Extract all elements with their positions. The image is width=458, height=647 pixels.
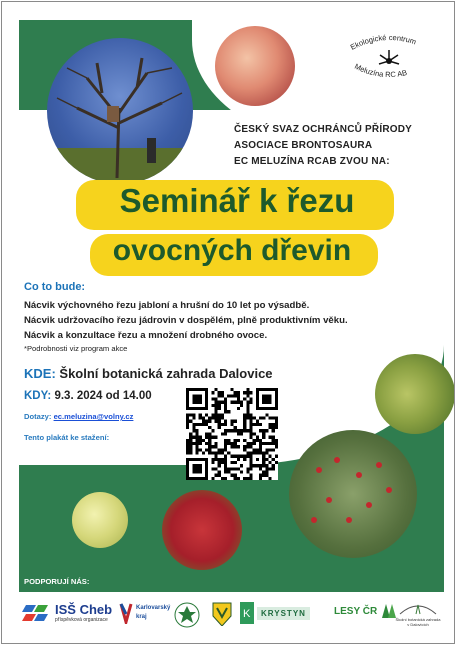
logo-name: Ekologické centrum	[348, 32, 418, 52]
contact-email-link[interactable]: ec.meluzina@volny.cz	[53, 412, 134, 421]
iss-cheb-logo-icon	[22, 603, 52, 623]
support-heading: PODPORUJÍ NÁS:	[24, 577, 90, 586]
svg-text:Ekologické centrum	[349, 33, 417, 52]
when-label: KDY:	[24, 390, 52, 402]
sponsor-name: KRYSTYN	[257, 607, 310, 620]
where-label: KDE:	[24, 366, 56, 381]
sponsor-botanical-garden	[394, 602, 442, 627]
title-line-1: Seminář k řezu	[119, 182, 355, 219]
meluzina-logo	[342, 28, 437, 88]
karlovarsky-kraj-logo-icon	[119, 602, 133, 624]
leaf-emblem-logo-icon	[174, 602, 200, 628]
sponsor-iss-cheb	[22, 602, 112, 623]
title-line-2: ovocných dřevin	[112, 234, 352, 267]
program-item: Nácvik výchovného řezu jabloní a hrušní do 10 let po výsadbě.	[24, 300, 310, 311]
krystyn-logo-icon	[240, 602, 254, 624]
sponsor-leaf-emblem	[174, 602, 200, 628]
sponsor-karlovarsky-kraj	[119, 602, 171, 624]
when-value: 9.3. 2024 od 14.00	[54, 390, 152, 402]
when-line	[24, 390, 152, 402]
sponsor-lesy-cr	[334, 602, 398, 620]
sponsor-sub: příspěvková organizace	[55, 617, 108, 623]
dandelion-icon	[379, 50, 399, 64]
sponsor-name: LESY ČR	[334, 605, 378, 617]
sponsor-name: Školní botanická zahrada v Dalovicích	[395, 617, 441, 627]
red-apples-photo	[162, 490, 242, 570]
apple-tree-photo	[289, 430, 417, 558]
poster	[1, 1, 455, 644]
program-item: Nácvik udržovacího řezu jádrovin v dospělém, plně produktivním věku.	[24, 315, 348, 326]
contact-line	[24, 412, 133, 421]
sponsor-name: ISŠ Cheb	[55, 602, 113, 617]
svg-text:K: K	[243, 608, 251, 620]
download-label: Tento plakát ke stažení:	[24, 433, 110, 442]
qr-code[interactable]	[186, 388, 278, 480]
where-value: Školní botanická zahrada Dalovice	[59, 366, 273, 381]
organizer-line-1: ČESKÝ SVAZ OCHRÁNCŮ PŘÍRODY	[234, 124, 413, 135]
logo-sub: Meluzína RC AB	[353, 61, 408, 80]
program-note: *Podrobnosti viz program akce	[24, 344, 128, 353]
coat-of-arms-logo-icon	[212, 602, 232, 626]
program-heading: Co to bude:	[24, 281, 86, 293]
sponsor-name: Karlovarský kraj	[136, 605, 171, 620]
organizer-line-2: ASOCIACE BRONTOSAURA	[234, 140, 373, 151]
green-apple-photo	[72, 492, 128, 548]
svg-text:Meluzína RC AB	[353, 62, 408, 79]
botanical-garden-logo-icon	[398, 602, 438, 616]
sponsor-krystyn	[240, 602, 310, 624]
program-item: Nácvik a konzultace řezu a množení drobného ovoce.	[24, 330, 268, 341]
sponsor-coat-of-arms	[212, 602, 232, 626]
where-line	[24, 366, 273, 381]
organizer-line-3: EC MELUZÍNA RCAB ZVOU NA:	[234, 156, 390, 167]
contact-label: Dotazy:	[24, 412, 52, 421]
apple-closeup-photo	[215, 26, 295, 106]
pears-photo	[375, 354, 455, 434]
tree-pruning-photo	[47, 38, 193, 184]
